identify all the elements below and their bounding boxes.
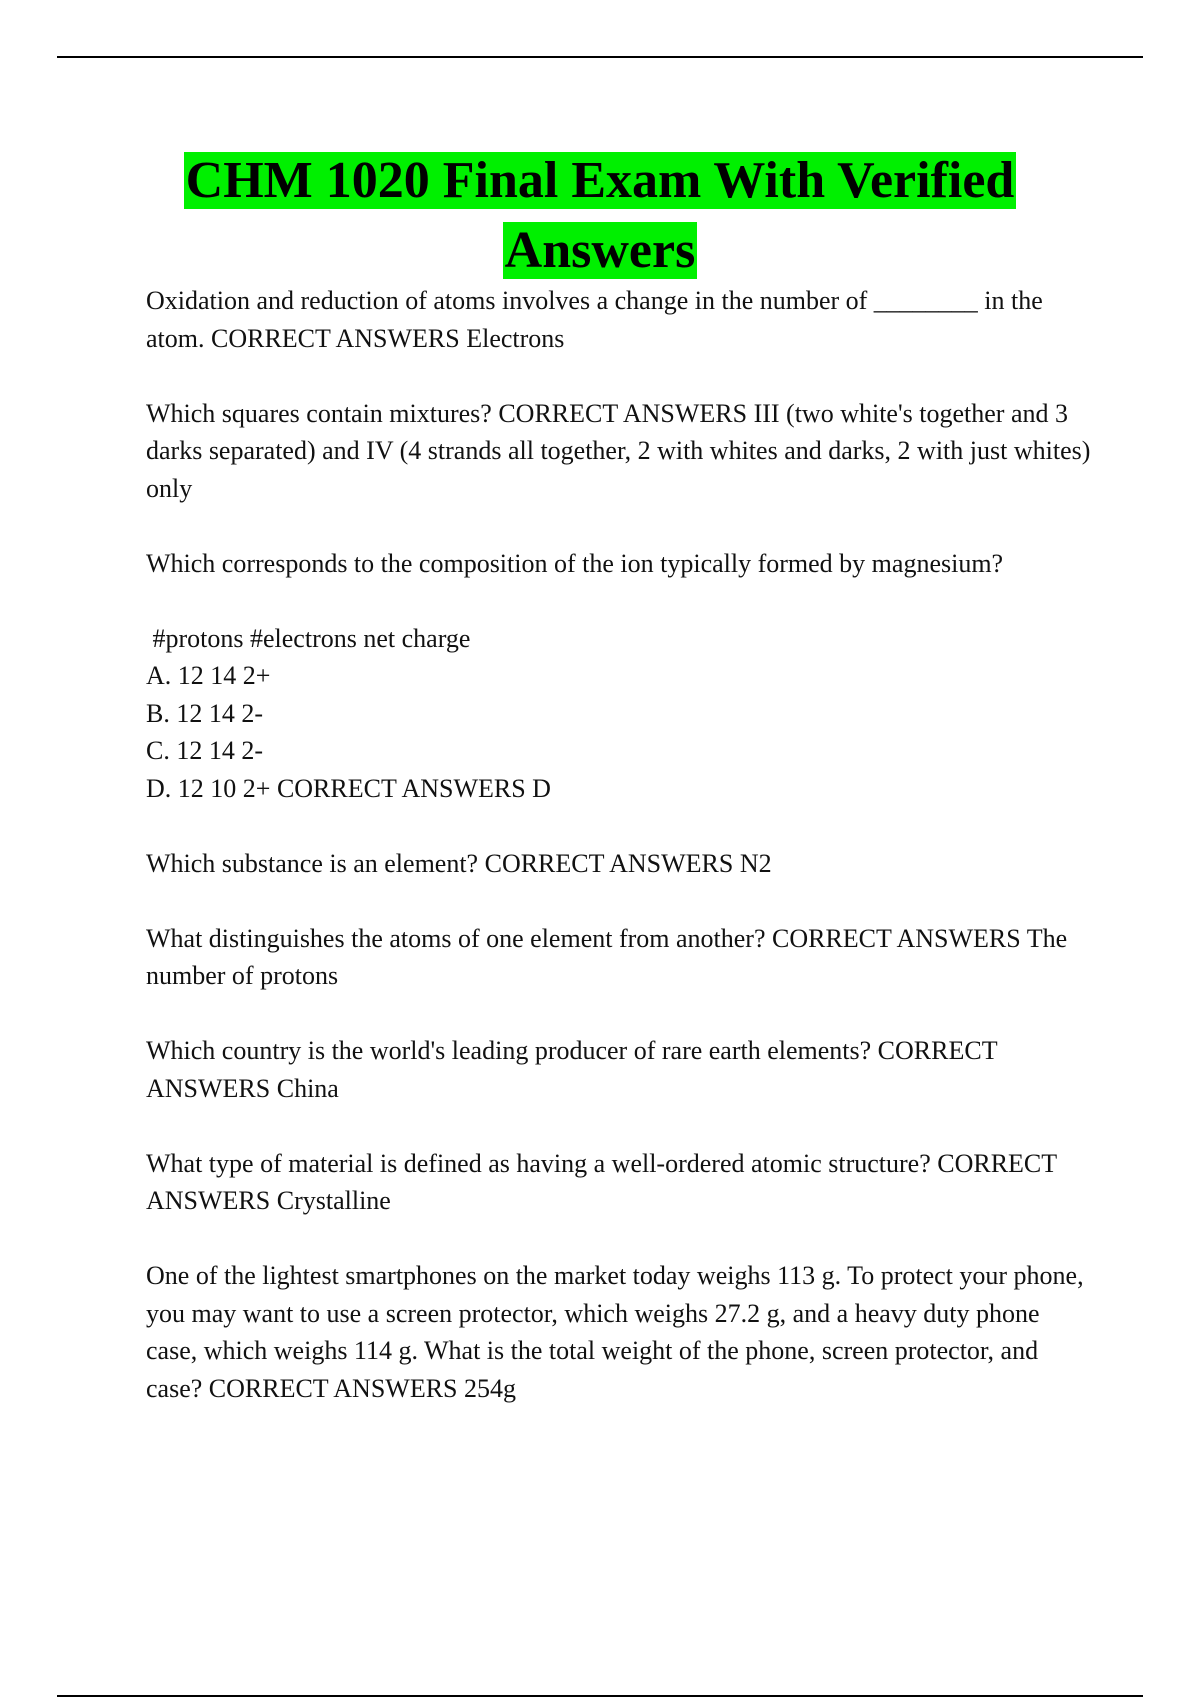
question-3-options — [146, 620, 1096, 808]
options-header: #protons #electrons net charge — [146, 623, 471, 653]
question-2: Which squares contain mixtures? CORRECT ANSWERS III (two white's together and 3 darks separated) and IV (4 strands all together, 2 with whites and darks, 2 with just whites) only — [146, 398, 1091, 503]
header-rule — [57, 56, 1143, 58]
question-5: What distinguishes the atoms of one element from another? CORRECT ANSWERS The number of protons — [146, 923, 1068, 990]
footer-rule — [57, 1695, 1143, 1697]
document-body — [146, 282, 1096, 1445]
page-title: CHM 1020 Final Exam With Verified Answers — [185, 152, 1015, 279]
question-7: What type of material is defined as having a well-ordered atomic structure? CORRECT ANSWERS Crystalline — [146, 1148, 1057, 1215]
option-d: D. 12 10 2+ CORRECT ANSWERS D — [146, 773, 551, 803]
title-block — [0, 146, 1200, 286]
question-1: Oxidation and reduction of atoms involves a change in the number of ________ in the atom. CORRECT ANSWERS Electrons — [146, 286, 1043, 353]
option-c: C. 12 14 2- — [146, 736, 263, 765]
question-4: Which substance is an element? CORRECT ANSWERS N2 — [146, 848, 772, 878]
question-3: Which corresponds to the composition of the ion typically formed by magnesium? — [146, 548, 1004, 578]
question-8: One of the lightest smartphones on the market today weighs 113 g. To protect your phone, you may want to use a screen protector, which weighs 27.2 g, and a heavy duty phone case, which weighs 114 g. What is the total weight of the phone, screen protector, and case? CORRECT ANSWERS 254g — [146, 1261, 1084, 1403]
option-a: A. 12 14 2+ — [146, 661, 271, 690]
option-b: B. 12 14 2- — [146, 698, 263, 728]
question-6: Which country is the world's leading producer of rare earth elements? CORRECT ANSWERS China — [146, 1036, 998, 1103]
